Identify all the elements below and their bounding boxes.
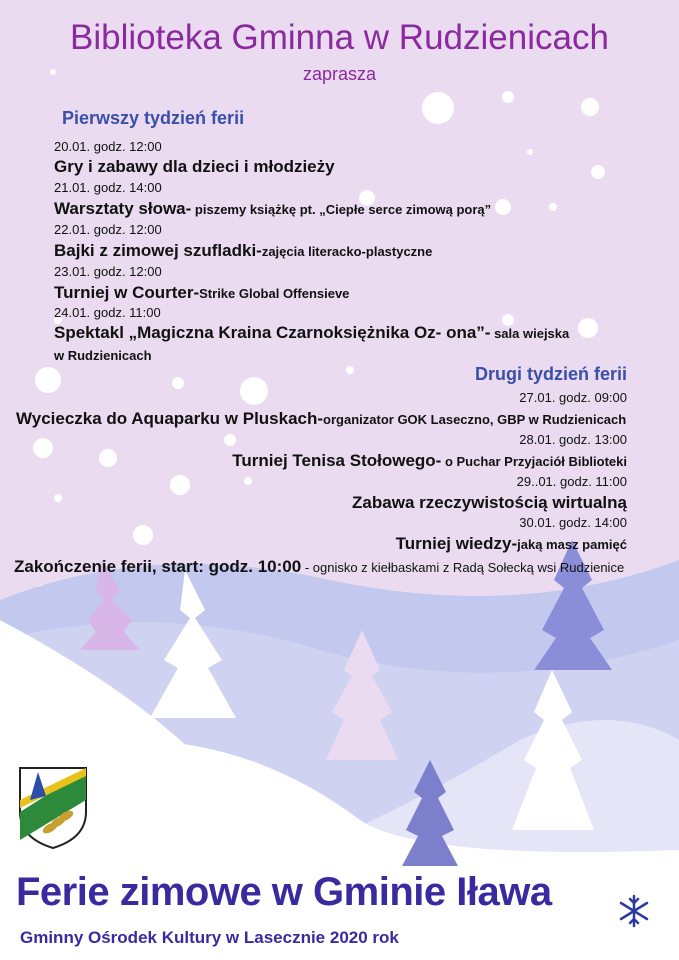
event-date: 27.01. godz. 09:00 [519,390,627,405]
event-date: 30.01. godz. 14:00 [519,515,627,530]
event-detail: piszemy książkę pt. „Ciepłe serce zimową porą” [191,202,492,217]
event-title: Spektakl „Magiczna Kraina Czarnoksiężnika Oz- ona”- sala wiejska [54,323,570,342]
event-detail: o Puchar Przyjaciół Biblioteki [441,454,627,469]
event-title: Turniej w Courter-Strike Global Offensieve [54,283,350,302]
event-date: 24.01. godz. 11:00 [54,305,161,320]
event-detail: organizator GOK Laseczno, GBP w Rudzienicach [323,412,627,427]
event-date: 22.01. godz. 12:00 [54,222,162,237]
footer-subtitle: Gminny Ośrodek Kultury w Lasecznie 2020 rok [20,928,399,947]
event-detail: jaką masz pamięć [517,537,627,552]
event-title: Turniej wiedzy-jaką masz pamięć [395,534,627,553]
event-date: 21.01. godz. 14:00 [54,180,162,195]
event-title: Turniej Tenisa Stołowego- o Puchar Przyjaciół Biblioteki [232,451,627,470]
event-date: 29..01. godz. 11:00 [516,474,627,489]
event-detail-line2: w Rudzienicach [54,348,152,363]
event-title: Bajki z zimowej szufladki-zajęcia literacko-plastyczne [54,241,433,260]
closing-detail: - ognisko z kiełbaskami z Radą Sołecką wsi Rudzienice [301,560,625,575]
closing-event: Zakończenie ferii, start: godz. 10:00 - ognisko z kiełbaskami z Radą Sołecką wsi Rudzienice [14,557,625,576]
municipal-crest [20,768,86,848]
event-date: 23.01. godz. 12:00 [54,264,162,279]
footer-title: Ferie zimowe w Gminie Iława [16,870,552,914]
event-detail: Strike Global Offensieve [199,286,350,301]
event-detail: zajęcia literacko-plastyczne [261,244,433,259]
event-title: Wycieczka do Aquaparku w Pluskach-organizator GOK Laseczno, GBP w Rudzienicach [16,409,627,428]
event-detail: sala wiejska [490,326,570,341]
event-date: 28.01. godz. 13:00 [519,432,627,447]
event-date: 20.01. godz. 12:00 [54,139,162,154]
week2-heading: Drugi tydzień ferii [474,364,627,384]
event-title: Warsztaty słowa- piszemy książkę pt. „Ciepłe serce zimową porą” [54,199,492,218]
poster-title: Biblioteka Gminna w Rudzienicach [70,18,609,57]
event-title: Gry i zabawy dla dzieci i młodzieży [54,157,335,176]
event-title: Zabawa rzeczywistością wirtualną [352,493,627,512]
poster-subtitle: zaprasza [302,64,377,84]
week1-heading: Pierwszy tydzień ferii [62,108,245,128]
